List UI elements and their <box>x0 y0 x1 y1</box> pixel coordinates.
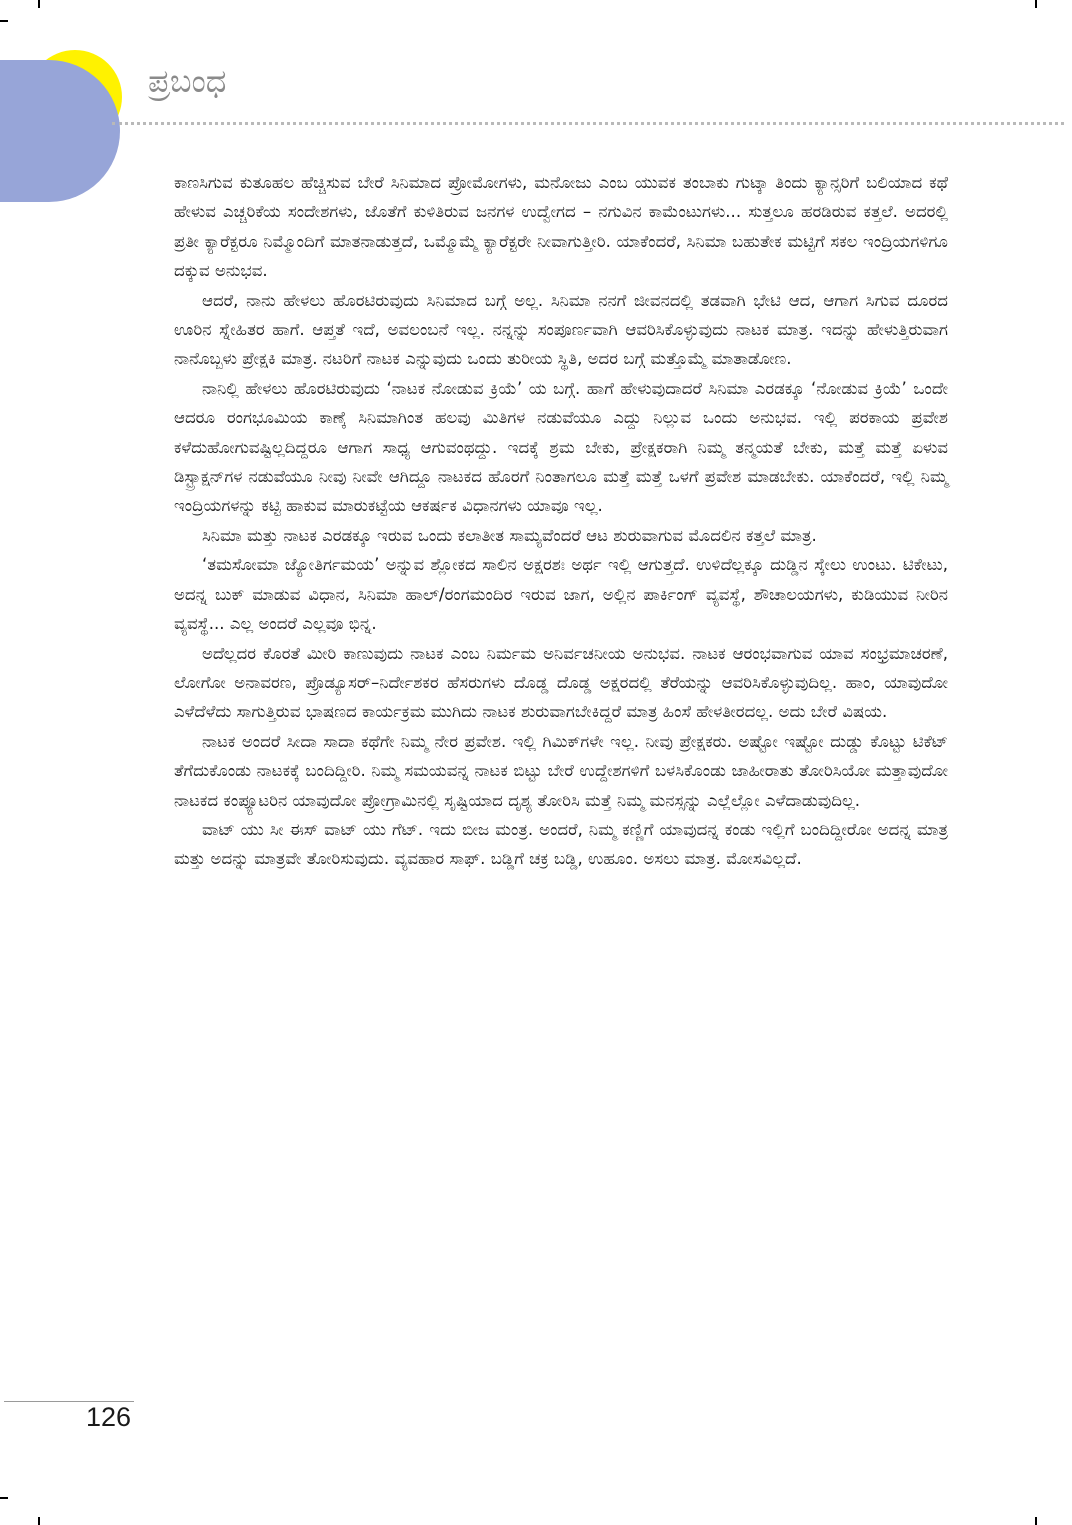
paragraph: ನಾನಿಲ್ಲಿ ಹೇಳಲು ಹೊರಟಿರುವುದು ‘ನಾಟಕ ನೋಡುವ ಕ್ರಿಯೆ’ ಯ ಬಗ್ಗೆ. ಹಾಗೆ ಹೇಳುವುದಾದರೆ ಸಿನಿಮಾ ಎರಡಕ್ಕೂ ‘ನೋಡುವ ಕ್ರಿಯೆ’ ಒಂದೇ ಆದರೂ ರಂಗಭೂಮಿಯ ಕಾಣ್ಕೆ ಸಿನಿಮಾಗಿಂತ ಹಲವು ಮಿತಿಗಳ ನಡುವೆಯೂ ಎದ್ದು ನಿಲ್ಲುವ ಒಂದು ಅನುಭವ. ಇಲ್ಲಿ ಪರಕಾಯ ಪ್ರವೇಶ ಕಳೆದುಹೋಗುವಷ್ಟಿಲ್ಲದಿದ್ದರೂ ಆಗಾಗ ಸಾಧ್ಯ ಆಗುವಂಥದ್ದು. ಇದಕ್ಕೆ ಶ್ರಮ ಬೇಕು, ಪ್ರೇಕ್ಷಕರಾಗಿ ನಿಮ್ಮ ತನ್ಮಯತೆ ಬೇಕು, ಮತ್ತೆ ಮತ್ತೆ ಏಳುವ ಡಿಸ್ಟ್ರಾಕ್ಷನ್‌ಗಳ ನಡುವೆಯೂ ನೀವು ನೀವೇ ಆಗಿದ್ದೂ ನಾಟಕದ ಹೊರಗೆ ನಿಂತಾಗಲೂ ಮತ್ತೆ ಮತ್ತೆ ಒಳಗೆ ಪ್ರವೇಶ ಮಾಡಬೇಕು. ಯಾಕೆಂದರೆ, ಇಲ್ಲಿ ನಿಮ್ಮ ಇಂದ್ರಿಯಗಳನ್ನು ಕಟ್ಟಿ ಹಾಕುವ ಮಾರುಕಟ್ಟೆಯ ಆಕರ್ಷಕ ವಿಧಾನಗಳು ಯಾವೂ ಇಲ್ಲ. <box>174 378 948 516</box>
page-number: 126 <box>86 1402 132 1432</box>
section-title: ಪ್ರಬಂಧ <box>148 62 227 100</box>
article-body <box>174 168 948 874</box>
paragraph: ವಾಟ್ ಯು ಸೀ ಈಸ್ ವಾಟ್ ಯು ಗೆಟ್. ಇದು ಬೀಜ ಮಂತ್ರ. ಅಂದರೆ, ನಿಮ್ಮ ಕಣ್ಣಿಗೆ ಯಾವುದನ್ನ ಕಂಡು ಇಲ್ಲಿಗೆ ಬಂದಿದ್ದೀರೋ ಅದನ್ನ ಮಾತ್ರ ಮತ್ತು ಅದನ್ನು ಮಾತ್ರವೇ ತೋರಿಸುವುದು. ವ್ಯವಹಾರ ಸಾಫ್. ಬಡ್ಡಿಗೆ ಚಕ್ರ ಬಡ್ಡಿ, ಉಹೂಂ. ಅಸಲು ಮಾತ್ರ. ಮೋಸವಿಲ್ಲದೆ. <box>174 819 948 869</box>
crop-mark-top-right <box>1035 0 1037 8</box>
crop-mark-bottom-left <box>38 1517 40 1525</box>
crop-mark-left-lower <box>0 1497 8 1499</box>
crop-mark-bottom-right <box>1035 1517 1037 1525</box>
paragraph: ಆದರೆ, ನಾನು ಹೇಳಲು ಹೊರಟಿರುವುದು ಸಿನಿಮಾದ ಬಗ್ಗೆ ಅಲ್ಲ. ಸಿನಿಮಾ ನನಗೆ ಜೀವನದಲ್ಲಿ ತಡವಾಗಿ ಭೇಟಿ ಆದ, ಆಗಾಗ ಸಿಗುವ ದೂರದ ಊರಿನ ಸ್ನೇಹಿತರ ಹಾಗೆ. ಆಪ್ತತೆ ಇದೆ, ಅವಲಂಬನೆ ಇಲ್ಲ. ನನ್ನನ್ನು ಸಂಪೂರ್ಣವಾಗಿ ಆವರಿಸಿಕೊಳ್ಳುವುದು ನಾಟಕ ಮಾತ್ರ. ಇದನ್ನು ಹೇಳುತ್ತಿರುವಾಗ ನಾನೊಬ್ಬಳು ಪ್ರೇಕ್ಷಕಿ ಮಾತ್ರ. ನಟರಿಗೆ ನಾಟಕ ಎನ್ನುವುದು ಒಂದು ತುರೀಯ ಸ್ಥಿತಿ, ಅದರ ಬಗ್ಗೆ ಮತ್ತೊಮ್ಮೆ ಮಾತಾಡೋಣ. <box>174 290 948 369</box>
paragraph: ಕಾಣಸಿಗುವ ಕುತೂಹಲ ಹೆಚ್ಚಿಸುವ ಬೇರೆ ಸಿನಿಮಾದ ಪ್ರೋಮೋಗಳು, ಮನೋಜು ಎಂಬ ಯುವಕ ತಂಬಾಕು ಗುಟ್ಕಾ ತಿಂದು ಕ್ಯಾನ್ಸರಿಗೆ ಬಲಿಯಾದ ಕಥೆ ಹೇಳುವ ಎಚ್ಚರಿಕೆಯ ಸಂದೇಶಗಳು, ಜೊತೆಗೆ ಕುಳಿತಿರುವ ಜನಗಳ ಉದ್ವೇಗದ – ನಗುವಿನ ಕಾಮೆಂಟುಗಳು... ಸುತ್ತಲೂ ಹರಡಿರುವ ಕತ್ತಲೆ. ಅದರಲ್ಲಿ ಪ್ರತೀ ಕ್ಯಾರೆಕ್ಟರೂ ನಿಮ್ಮೊಂದಿಗೆ ಮಾತನಾಡುತ್ತದೆ, ಒಮ್ಮೊಮ್ಮೆ ಕ್ಯಾರೆಕ್ಟರೇ ನೀವಾಗುತ್ತೀರಿ. ಯಾಕೆಂದರೆ, ಸಿನಿಮಾ ಬಹುತೇಕ ಮಟ್ಟಿಗೆ ಸಕಲ ಇಂದ್ರಿಯಗಳಿಗೂ ದಕ್ಕುವ ಅನುಭವ. <box>174 173 948 281</box>
paragraph: ನಾಟಕ ಅಂದರೆ ಸೀದಾ ಸಾದಾ ಕಥೆಗೇ ನಿಮ್ಮ ನೇರ ಪ್ರವೇಶ. ಇಲ್ಲಿ ಗಿಮಿಕ್‌ಗಳೇ ಇಲ್ಲ. ನೀವು ಪ್ರೇಕ್ಷಕರು. ಅಷ್ಟೋ ಇಷ್ಟೋ ದುಡ್ಡು ಕೊಟ್ಟು ಟಿಕೆಟ್ ತೆಗೆದುಕೊಂಡು ನಾಟಕಕ್ಕೆ ಬಂದಿದ್ದೀರಿ. ನಿಮ್ಮ ಸಮಯವನ್ನ ನಾಟಕ ಬಿಟ್ಟು ಬೇರೆ ಉದ್ದೇಶಗಳಿಗೆ ಬಳಸಿಕೊಂಡು ಜಾಹೀರಾತು ತೋರಿಸಿಯೋ ಮತ್ತಾವುದೋ ನಾಟಕದ ಕಂಪ್ಯೂಟರಿನ ಯಾವುದೋ ಪ್ರೋಗ್ರಾಮಿನಲ್ಲಿ ಸೃಷ್ಟಿಯಾದ ದೃಶ್ಯ ತೋರಿಸಿ ಮತ್ತೆ ನಿಮ್ಮ ಮನಸ್ಸನ್ನು ಎಲ್ಲೆಲ್ಲೋ ಎಳೆದಾಡುವುದಿಲ್ಲ. <box>174 731 948 810</box>
header-dotted-rule <box>112 122 1064 125</box>
paragraph: ಸಿನಿಮಾ ಮತ್ತು ನಾಟಕ ಎರಡಕ್ಕೂ ಇರುವ ಒಂದು ಕಲಾತೀತ ಸಾಮ್ಯವೆಂದರೆ ಆಟ ಶುರುವಾಗುವ ಮೊದಲಿನ ಕತ್ತಲೆ ಮಾತ್ರ. <box>202 525 817 545</box>
paragraph: ‘ತಮಸೋಮಾ ಜ್ಯೋತಿರ್ಗಮಯ’ ಅನ್ನುವ ಶ್ಲೋಕದ ಸಾಲಿನ ಅಕ್ಷರಶಃ ಅರ್ಥ ಇಲ್ಲಿ ಆಗುತ್ತದೆ. ಉಳಿದೆಲ್ಲಕ್ಕೂ ದುಡ್ಡಿನ ಸ್ಕೇಲು ಉಂಟು. ಟಿಕೇಟು, ಅದನ್ನ ಬುಕ್ ಮಾಡುವ ವಿಧಾನ, ಸಿನಿಮಾ ಹಾಲ್/ರಂಗಮಂದಿರ ಇರುವ ಜಾಗ, ಅಲ್ಲಿನ ಪಾರ್ಕಿಂಗ್ ವ್ಯವಸ್ಥೆ, ಶೌಚಾಲಯಗಳು, ಕುಡಿಯುವ ನೀರಿನ ವ್ಯವಸ್ಥೆ... ಎಲ್ಲ ಅಂದರೆ ಎಲ್ಲವೂ ಭಿನ್ನ. <box>174 555 948 634</box>
crop-mark-top-left <box>38 0 40 8</box>
paragraph: ಅದೆಲ್ಲದರ ಕೊರತೆ ಮೀರಿ ಕಾಣುವುದು ನಾಟಕ ಎಂಬ ನಿರ್ಮಮ ಅನಿರ್ವಚನೀಯ ಅನುಭವ. ನಾಟಕ ಆರಂಭವಾಗುವ ಯಾವ ಸಂಭ್ರಮಾಚರಣೆ, ಲೋಗೋ ಅನಾವರಣ, ಪ್ರೊಡ್ಯೂಸರ್–ನಿರ್ದೇಶಕರ ಹೆಸರುಗಳು ದೊಡ್ಡ ದೊಡ್ಡ ಅಕ್ಷರದಲ್ಲಿ ತೆರೆಯನ್ನು ಆವರಿಸಿಕೊಳ್ಳುವುದಿಲ್ಲ. ಹಾಂ, ಯಾವುದೋ ಎಳೆದೆಳೆದು ಸಾಗುತ್ತಿರುವ ಭಾಷಣದ ಕಾರ್ಯಕ್ರಮ ಮುಗಿದು ನಾಟಕ ಶುರುವಾಗಬೇಕಿದ್ದರೆ ಮಾತ್ರ ಹಿಂಸೆ ಹೇಳತೀರದಲ್ಲ. ಅದು ಬೇರೆ ವಿಷಯ. <box>174 643 948 722</box>
crop-mark-left-upper <box>0 20 8 22</box>
